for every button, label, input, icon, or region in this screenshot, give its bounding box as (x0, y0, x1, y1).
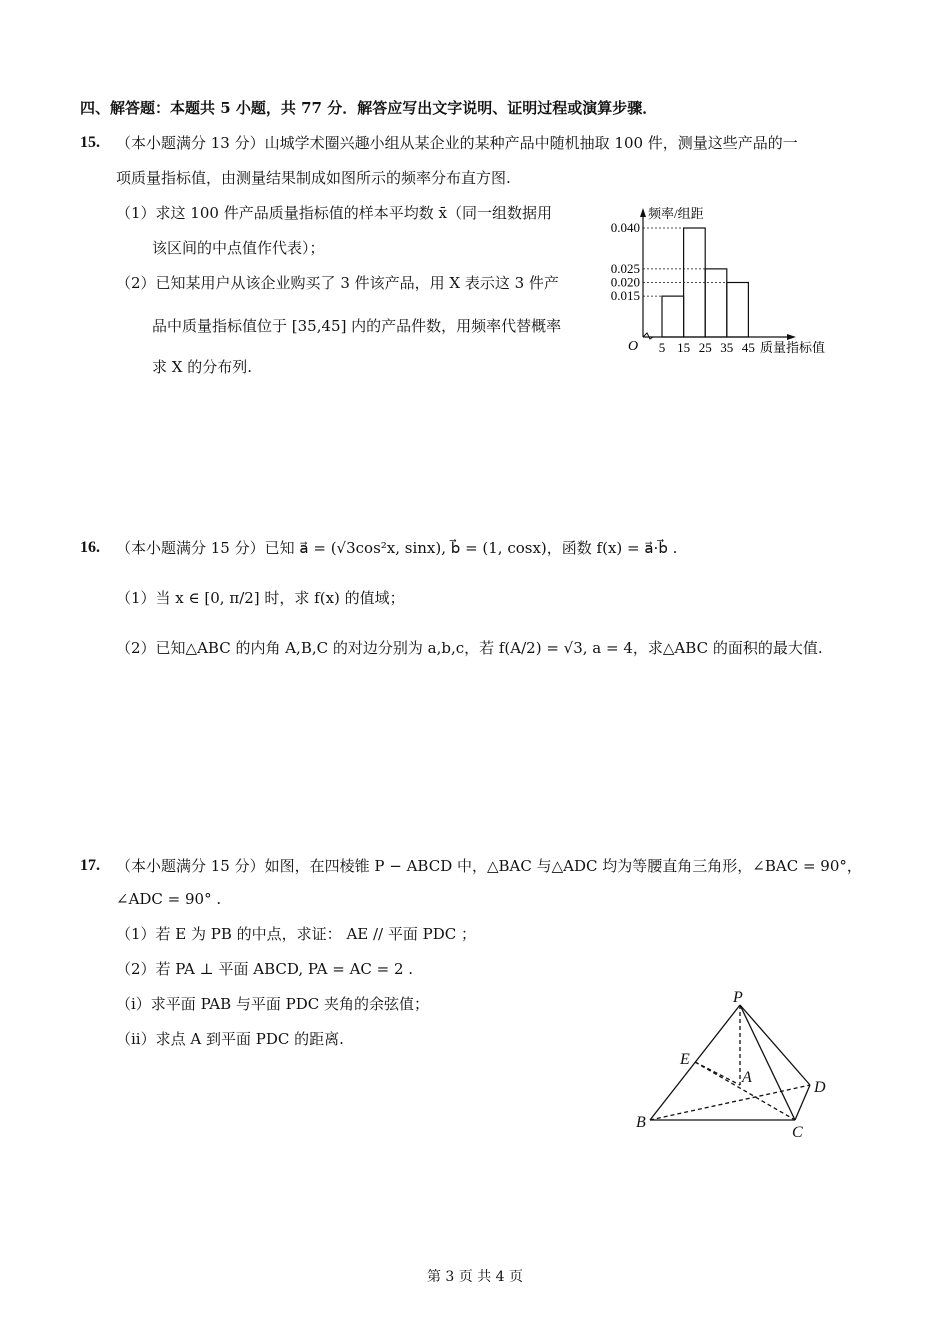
y-tick-label: 0.015 (610, 288, 640, 304)
q16-part2: （2）已知△ABC 的内角 A,B,C 的对边分别为 a,b,c，若 f(A/2) = √3, a = 4，求△ABC 的面积的最大值. (116, 639, 823, 657)
question-15-number: 15. (80, 134, 100, 151)
axis-break-mark (643, 333, 653, 339)
x-tick-label: 45 (741, 340, 755, 355)
histogram-bar (684, 228, 706, 337)
page-footer: 第 3 页 共 4 页 (426, 1269, 524, 1285)
x-tick-label: 35 (720, 340, 734, 355)
y-axis-label: 频率/组距 (648, 206, 704, 221)
section-header: 四、解答题：本题共 5 小题，共 77 分．解答应写出文字说明、证明过程或演算步骤． (80, 99, 658, 117)
edge-pc (740, 1005, 795, 1120)
label-b: B (636, 1114, 646, 1131)
histogram-bar (662, 296, 684, 337)
frequency-histogram (0, 0, 950, 400)
q17-line1: （本小题满分 15 分）如图，在四棱锥 P − ABCD 中，△BAC 与△ADC 均为等腰直角三角形，∠BAC = 90°， (116, 857, 862, 875)
histogram-bar (705, 269, 727, 337)
q15-part2-line3: 求 X 的分布列. (152, 358, 252, 376)
q15-line1: （本小题满分 13 分）山城学术圈兴趣小组从某企业的某种产品中随机抽取 100 件，测量这些产品的一 (116, 134, 798, 152)
y-axis-arrow (640, 208, 646, 217)
y-tick-label: 0.040 (610, 220, 640, 235)
histogram-bar (727, 283, 749, 338)
pyramid-figure (620, 985, 840, 1145)
label-a: A (742, 1069, 752, 1086)
x-tick-label: 25 (698, 340, 712, 355)
q17-part1: （1）若 E 为 PB 的中点，求证： AE // 平面 PDC ； (116, 925, 477, 943)
q15-line2: 项质量指标值，由测量结果制成如图所示的频率分布直方图. (116, 169, 511, 187)
q15-part2-line2: 品中质量指标值位于 [35,45] 内的产品件数，用频率代替概率 (152, 317, 562, 335)
q15-part1-line2: 该区间的中点值作代表）； (152, 239, 325, 257)
label-c: C (792, 1124, 803, 1141)
x-tick-label: 15 (677, 340, 691, 355)
q17-line2: ∠ADC = 90° . (116, 890, 222, 908)
segment-ae-hidden (695, 1062, 740, 1085)
x-axis-label: 质量指标值 (760, 340, 826, 355)
q17-part2-i: （i）求平面 PAB 与平面 PDC 夹角的余弦值； (116, 995, 430, 1013)
origin-label: O (628, 339, 639, 354)
label-d: D (814, 1079, 826, 1096)
label-e: E (680, 1051, 690, 1068)
q16-line1: （本小题满分 15 分）已知 a⃗ = (√3cos²x, sinx), b⃗ = (1, cosx)，函数 f(x) = a⃗·b⃗ . (116, 539, 678, 557)
q15-part1-line1: （1）求这 100 件产品质量指标值的样本平均数 x̄（同一组数据用 (116, 204, 552, 222)
label-p: P (733, 989, 743, 1006)
x-tick-label: 5 (658, 340, 666, 355)
q15-part2-line1: （2）已知某用户从该企业购买了 3 件该产品，用 X 表示这 3 件产 (116, 274, 559, 292)
question-17-number: 17. (80, 857, 100, 874)
q16-part1: （1）当 x ∈ [0, π/2] 时，求 f(x) 的值域； (116, 589, 405, 607)
question-16-number: 16. (80, 539, 100, 556)
q17-part2-ii: （ii）求点 A 到平面 PDC 的距离. (116, 1030, 344, 1048)
y-tick-label: 0.020 (610, 274, 640, 290)
y-tick-label: 0.025 (610, 260, 640, 276)
edge-cd (795, 1085, 810, 1120)
q17-part2: （2）若 PA ⊥ 平面 ABCD, PA = AC = 2 . (116, 960, 414, 978)
